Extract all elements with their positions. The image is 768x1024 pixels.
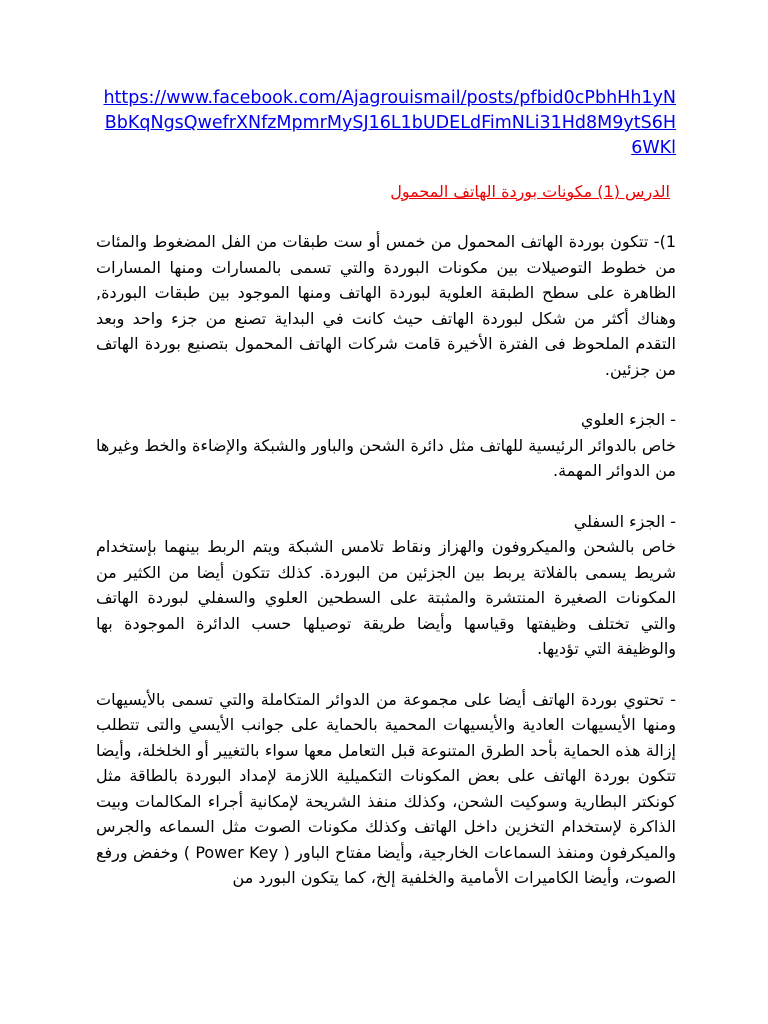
source-link-line: [96, 86, 676, 161]
lesson-title: الدرس (1) مكونات بوردة الهاتف المحمول: [390, 182, 670, 201]
lower-part-description: خاص بالشحن والميكروفون والهزاز ونقاط تلامس الشبكة ويتم الربط بينهما بإستخدام شريط يسمى بالفلاتة يربط بين الجزئين من البوردة. كذلك تتكون أيضا من الكثير من المكونات الصغيرة المنتشرة والمثبتة على السطحين العلوي والسفلي لبوردة الهاتف والتي تختلف وظيفتها وقياسها وأيضا طريقة توصيلها حسب الدائرة الموجودة بها والوظيفة التي تؤديها.: [96, 537, 676, 658]
spacer: [96, 484, 676, 509]
ic-components-paragraph: - تحتوي بوردة الهاتف أيضا على مجموعة من الدوائر المتكاملة والتي تسمى بالأيسيهات ومنها الأيسيهات العادية والأيسيهات المحمية بالحماية على جوانب الأيسي والتى تتطلب إزالة هذه الحماية بأحد الطرق المتنوعة قبل التعامل معها سواء بالتغيير أو الخلخلة، وأيضا تتكون بوردة الهاتف على بعض المكونات التكميلية اللازمة لإمداد البوردة بالطاقة مثل كونكتر البطارية وسوكيت الشحن، وكذلك منفذ الشريحة لإمكانية أجراء المكالمات وبيت الذاكرة لإستخدام التخزين داخل الهاتف وكذلك مكونات الصوت مثل السماعه والجرس والميكرفون ومنفذ السماعات الخارجية، وأيضا مفتاح الباور ( Power Key ) وخفض ورفع الصوت، وأيضا الكاميرات الأمامية والخلفية إلخ، كما يتكون البورد من: [96, 689, 677, 887]
lower-part-heading: - الجزء السفلي: [573, 511, 676, 531]
intro-paragraph: 1)- تتكون بوردة الهاتف المحمول من خمس أو ست طبقات من الفل المضغوط والمئات من خطوط التوصيلات بين مكونات البوردة والتي تسمى بالمسارات ومنها المسارات الظاهرة على سطح الطبقة العلوية لبوردة الهاتف ومنها الموجود بين طبقات البوردة, وهناك أكثر من شكل لبوردة الهاتف حيث كانت في البداية تصنع من جزء واحد وبعد التقدم الملحوظ فى الفترة الأخيرة قامت شركات الهاتف المحمول بتصنيع بوردة الهاتف من جزئين.: [96, 232, 676, 379]
facebook-post-link[interactable]: https://www.facebook.com/Ajagrouismail/posts/pfbid0cPbhHh1yNBbKqNgsQwefrXNfzMpmrMySJ16L1bUDELdFimNLi31Hd8M9ytS6H6WKl: [103, 88, 676, 158]
spacer: [96, 382, 676, 407]
upper-part-heading: - الجزء العلوي: [580, 410, 676, 429]
document-page: [96, 86, 676, 891]
upper-part-description: خاص بالدوائر الرئيسية للهاتف مثل دائرة الشحن والباور والشبكة والإضاءة والخط وغيرها من الدوائر المهمة.: [96, 435, 676, 480]
spacer: [96, 204, 676, 229]
spacer: [96, 662, 676, 687]
